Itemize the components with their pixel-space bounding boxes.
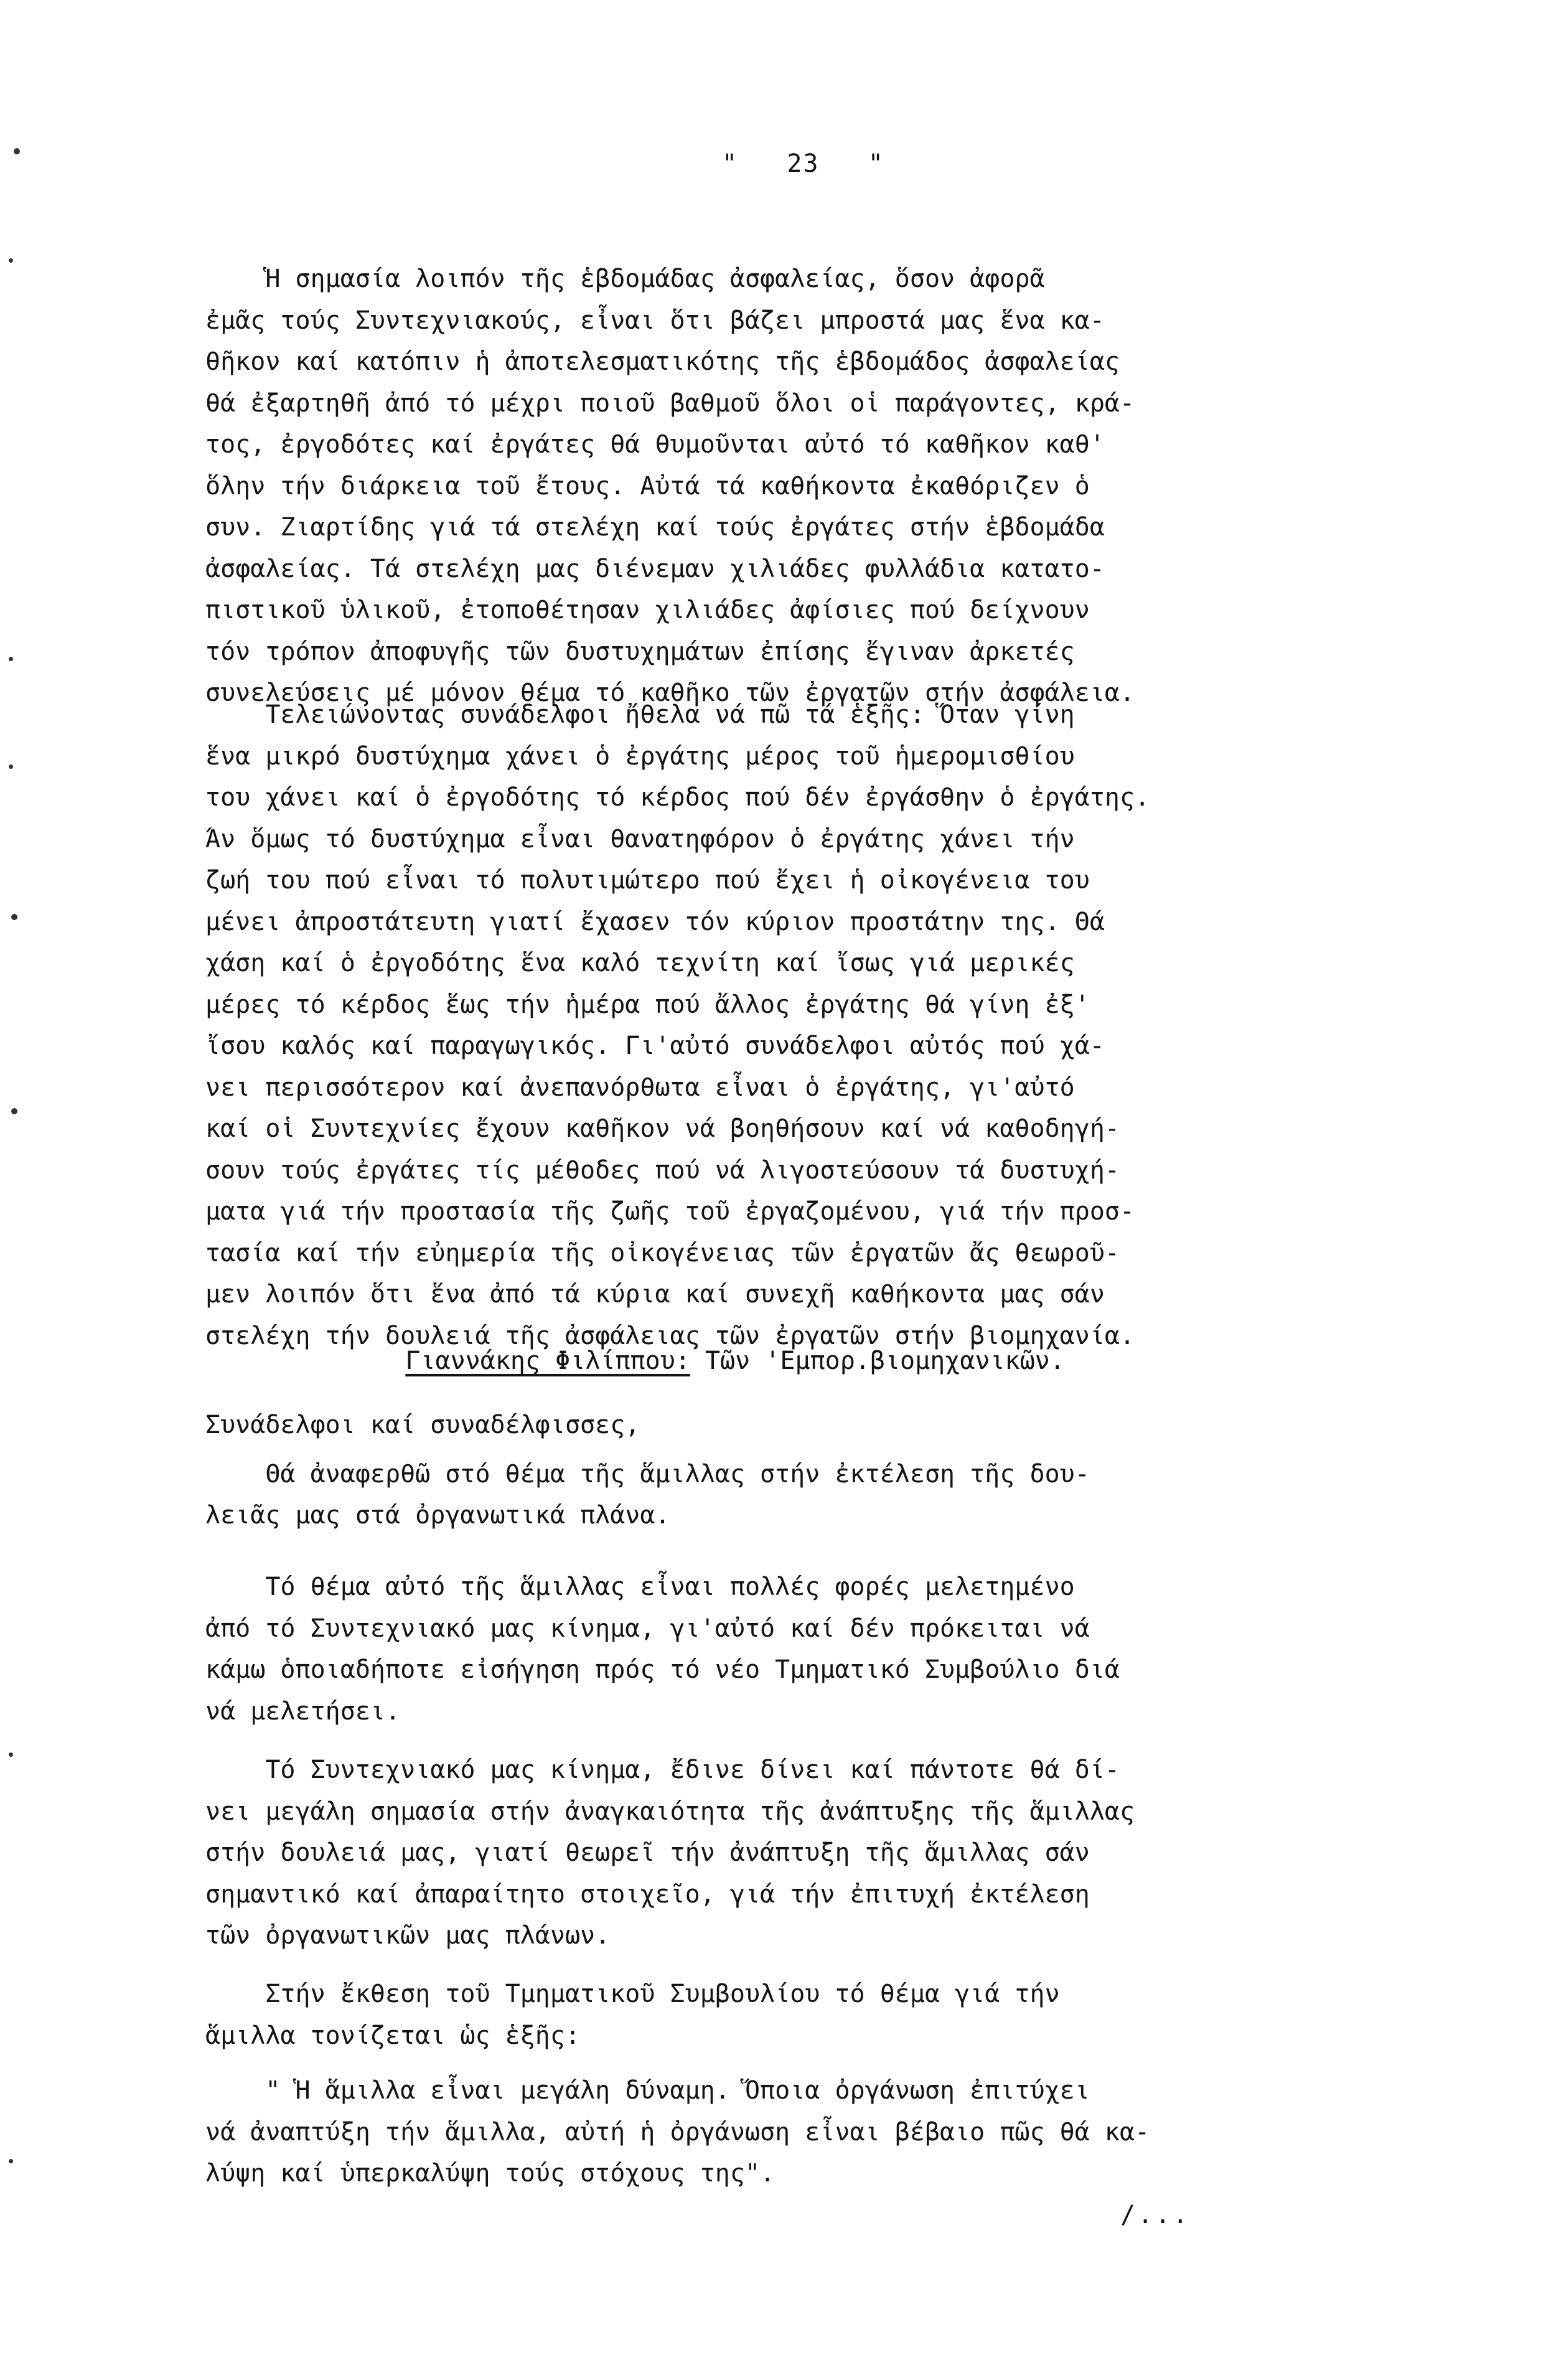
text-line: ἕνα μικρό δυστύχημα χάνει ὁ ἐργάτης μέρος τοῦ ἡμερομισθίου	[205, 741, 1075, 771]
paragraph-quotation	[205, 2070, 1456, 2194]
text-line: στήν δουλειά μας, γιατί θεωρεῖ τήν ἀνάπτυξη τῆς ἅμιλλας σάν	[205, 1838, 1090, 1867]
text-line: νει περισσότερον καί ἀνεπανόρθωτα εἶναι ὁ ἐργάτης, γι'αὐτό	[205, 1073, 1075, 1102]
paragraph-salutation	[205, 1404, 1456, 1536]
text-line: νά ἀναπτύξη τήν ἅμιλλα, αὐτή ἡ ὀργάνωση εἶναι βέβαιο πῶς θά κα-	[205, 2117, 1150, 2147]
text-line: τόν τρόπον ἀποφυγῆς τῶν δυστυχημάτων ἐπίσης ἔγιναν ἀρκετές	[205, 637, 1075, 666]
text-line: μέρες τό κέρδος ἕως τήν ἡμέρα πού ἄλλος ἐργάτης θά γίνη ἐξ'	[205, 990, 1090, 1019]
text-line: μεν λοιπόν ὅτι ἕνα ἀπό τά κύρια καί συνεχῆ καθήκοντα μας σάν	[205, 1280, 1105, 1309]
text-line: Ἡ σημασία λοιπόν τῆς ἑβδομάδας ἀσφαλείας, ὅσον ἀφορᾶ	[205, 265, 1045, 293]
text-line: σουν τούς ἐργάτες τίς μέθοδες πού νά λιγοστεύσουν τά δυστυχή-	[205, 1155, 1120, 1185]
text-line: Ἄν ὅμως τό δυστύχημα εἶναι θανατηφόρον ὁ ἐργάτης χάνει τήν	[205, 824, 1075, 854]
text-line: νει μεγάλη σημασία στήν ἀναγκαιότητα τῆς ἀνάπτυξης τῆς ἅμιλλας	[205, 1797, 1135, 1826]
text-line: συνελεύσεις μέ μόνον θέμα τό καθῆκο τῶν ἐργατῶν στήν ἀσφάλεια.	[205, 679, 1135, 707]
paragraph-safety-week	[205, 258, 1456, 714]
text-line: Τελειώνοντας συνάδελφοι ἤθελα νά πῶ τά ἑξῆς: Ὅταν γίνη	[205, 700, 1075, 729]
text-line: λειᾶς μας στά ὀργανωτικά πλάνα.	[205, 1501, 670, 1530]
paragraph-council-report	[205, 1973, 1456, 2056]
text-line: ἅμιλλα τονίζεται ὡς ἑξῆς:	[205, 2021, 581, 2050]
text-line: μένει ἀπροστάτευτη γιατί ἔχασεν τόν κύριον προστάτην της. Θά	[205, 907, 1105, 936]
text-line: Στήν ἔκθεση τοῦ Τμηματικοῦ Συμβουλίου τό θέμα γιά τήν	[205, 1980, 1060, 2008]
text-line: ζωή του πού εἶναι τό πολυτιμώτερο πού ἔχει ἡ οἰκογένεια του	[205, 866, 1090, 895]
margin-mark	[9, 1752, 13, 1757]
text-line: ἀσφαλείας. Τά στελέχη μας διένεμαν χιλιάδες φυλλάδια κατατο-	[205, 554, 1105, 583]
text-line: χάση καί ὁ ἐργοδότης ἕνα καλό τεχνίτη καί ἴσως γιά μερικές	[205, 949, 1075, 977]
text-line: ματα γιά τήν προστασία τῆς ζωῆς τοῦ ἐργαζομένου, γιά τήν προσ-	[205, 1197, 1135, 1226]
text-line: τῶν ὀργανωτικῶν μας πλάνων.	[205, 1921, 611, 1950]
text-line: σημαντικό καί ἀπαραίτητο στοιχεῖο, γιά τήν ἐπιτυχή ἐκτέλεση	[205, 1879, 1090, 1909]
text-line: συν. Ζιαρτίδης γιά τά στελέχη καί τούς ἐργάτες στήν ἑβδομάδα	[205, 513, 1105, 542]
paragraph-union-movement	[205, 1749, 1456, 1957]
margin-mark	[9, 764, 13, 769]
text-line: Συνάδελφοι καί συναδέλφισσες,	[205, 1411, 640, 1439]
margin-mark	[9, 258, 13, 263]
text-line: θῆκον καί κατόπιν ἡ ἀποτελεσματικότης τῆς ἑβδομάδος ἀσφαλείας	[205, 347, 1120, 376]
margin-mark	[14, 148, 20, 154]
text-line: τασία καί τήν εὐημερία τῆς οἰκογένειας τῶν ἐργατῶν ἄς θεωροῦ-	[205, 1238, 1120, 1268]
text-line: λύψη καί ὑπερκαλύψη τούς στόχους της".	[205, 2159, 776, 2188]
text-line: πιστικοῦ ὑλικοῦ, ἐτοποθέτησαν χιλιάδες ἀφίσιες πού δείχνουν	[205, 596, 1090, 624]
text-line: ἴσου καλός καί παραγωγικός. Γι'αὐτό συνάδελφοι αὐτός πού χά-	[205, 1032, 1105, 1060]
text-line: ἐμᾶς τούς Συντεχνιακούς, εἶναι ὅτι βάζει μπροστά μας ἕνα κα-	[205, 306, 1105, 335]
text-line: Τό θέμα αὐτό τῆς ἅμιλλας εἶναι πολλές φορές μελετημένο	[205, 1573, 1075, 1601]
text-line: καί οἱ Συντεχνίες ἔχουν καθῆκον νά βοηθήσουν καί νά καθοδηγή-	[205, 1114, 1120, 1143]
continuation-mark: /...	[1120, 2201, 1191, 2229]
speaker-heading	[345, 1318, 1065, 1404]
text-line: νά μελετήσει.	[205, 1696, 401, 1726]
page-number: " 23 "	[722, 149, 884, 178]
paragraph-closing-remarks	[205, 694, 1456, 1357]
text-line: Τό Συντεχνιακό μας κίνημα, ἔδινε δίνει καί πάντοτε θά δί-	[205, 1756, 1120, 1784]
text-line: στελέχη τήν δουλειά τῆς ἀσφάλειας τῶν ἐργατῶν στήν βιομηχανία.	[205, 1321, 1135, 1350]
text-line: του χάνει καί ὁ ἐργοδότης τό κέρδος πού δέν ἐργάσθην ὁ ἐργάτης.	[205, 783, 1150, 812]
margin-mark	[11, 914, 17, 920]
margin-mark	[11, 1108, 17, 1114]
text-line: ὅλην τήν διάρκεια τοῦ ἔτους. Αὐτά τά καθήκοντα ἐκαθόριζεν ὁ	[205, 471, 1090, 501]
margin-mark	[9, 657, 13, 661]
text-line: Θά ἀναφερθῶ στό θέμα τῆς ἅμιλλας στήν ἐκτέλεση τῆς δου-	[205, 1459, 1090, 1489]
text-line: τος, ἐργοδότες καί ἐργάτες θά θυμοῦνται αὐτό τό καθῆκον καθ'	[205, 430, 1105, 459]
text-line: " Ἡ ἅμιλλα εἶναι μεγάλη δύναμη. Ὅποια ὀργάνωση ἐπιτύχει	[205, 2076, 1090, 2105]
speaker-union: Τῶν 'Εμπορ.βιομηχανικῶν.	[690, 1347, 1065, 1375]
paragraph-emulation-topic	[205, 1566, 1456, 1732]
margin-mark	[9, 2159, 13, 2163]
text-line: κάμω ὁποιαδήποτε εἰσήγηση πρός τό νέο Τμηματικό Συμβούλιο διά	[205, 1655, 1120, 1684]
speaker-name: Γιαννάκης Φιλίππου:	[405, 1347, 690, 1375]
text-line: ἀπό τό Συντεχνιακό μας κίνημα, γι'αὐτό καί δέν πρόκειται νά	[205, 1614, 1090, 1643]
text-line: θά ἐξαρτηθῆ ἀπό τό μέχρι ποιοῦ βαθμοῦ ὅλοι οἱ παράγοντες, κρά-	[205, 388, 1135, 418]
